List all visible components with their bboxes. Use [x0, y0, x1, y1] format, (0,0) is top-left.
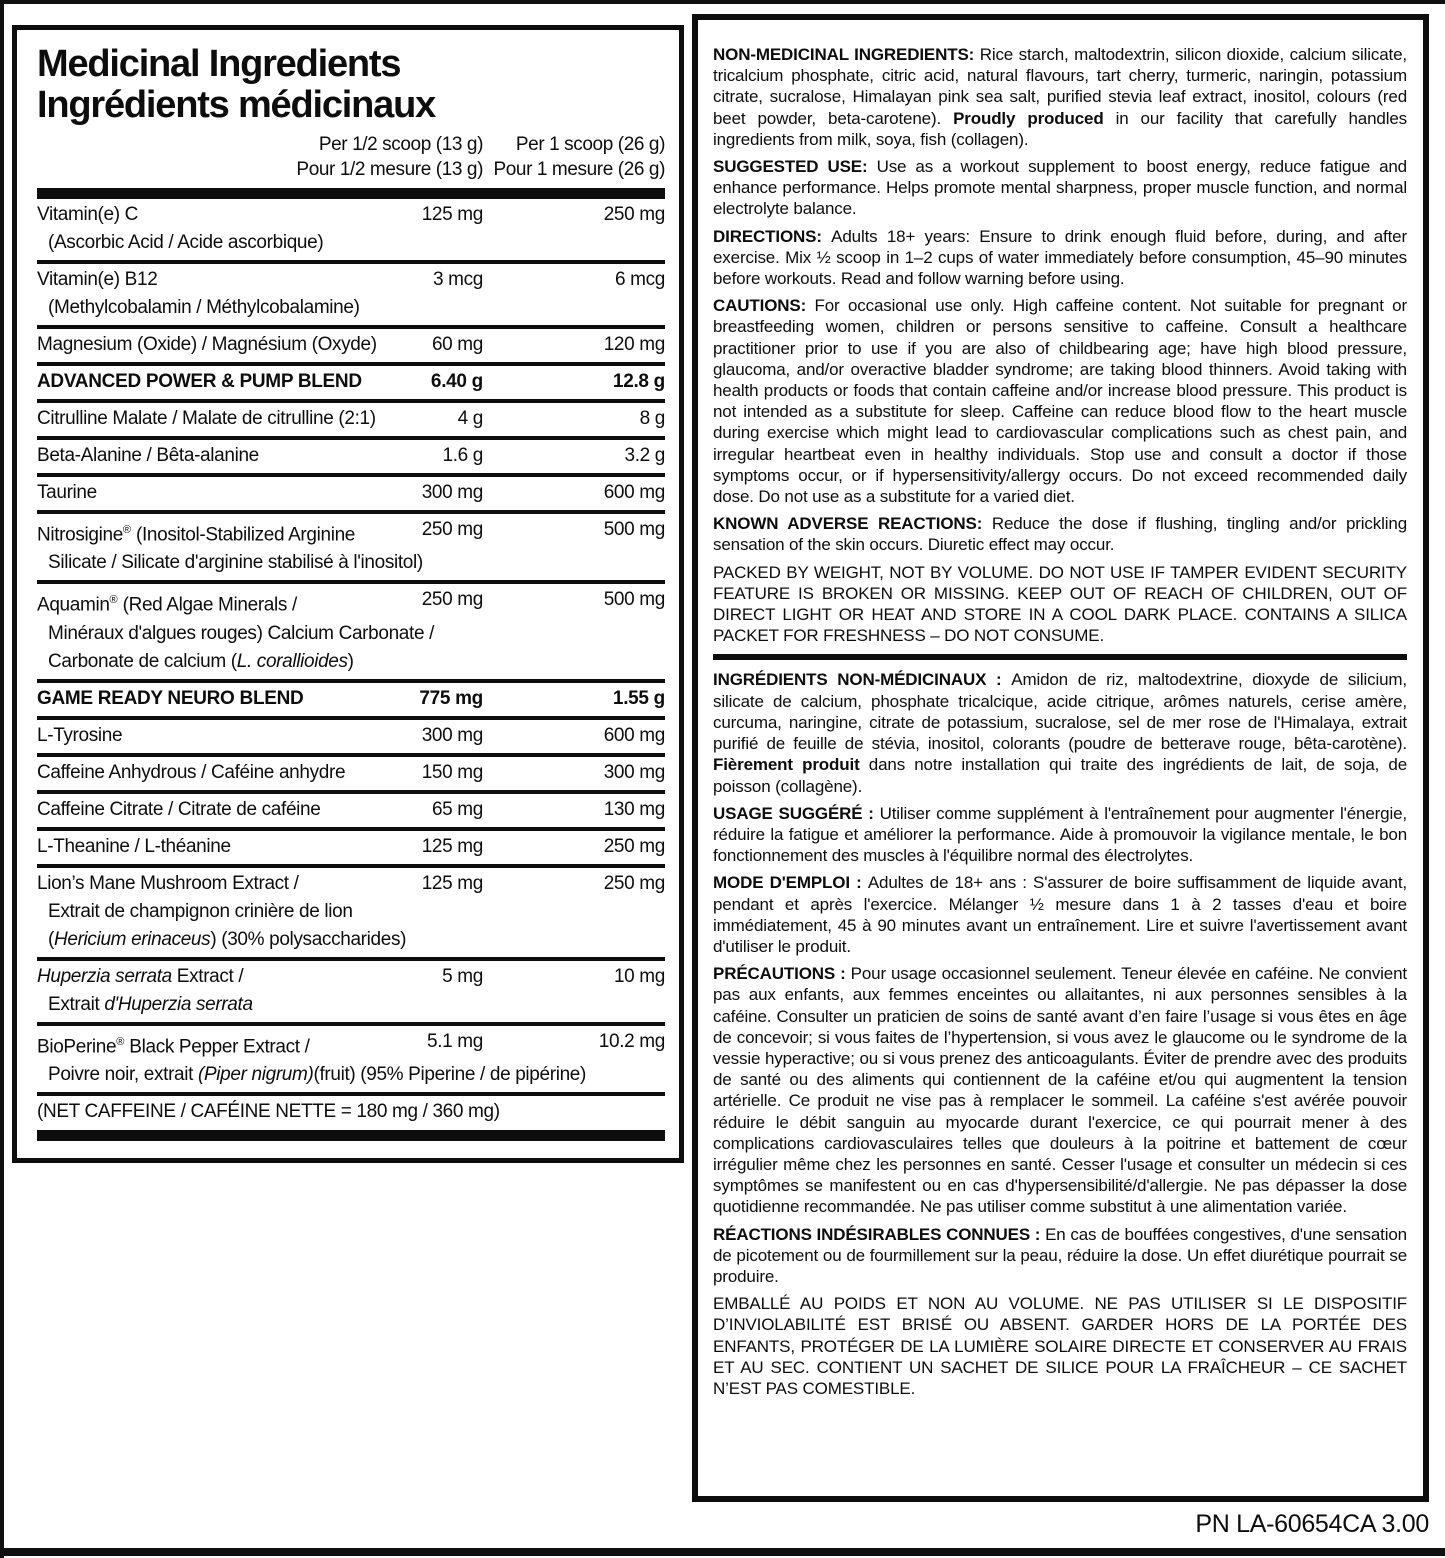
amount-per-full-scoop: 1.55 g [612, 687, 665, 709]
amount-per-half-scoop: 65 mg [431, 798, 483, 820]
paragraph-suggested-use-fr: USAGE SUGGÉRÉ : Utiliser comme supplément à l'entraînement pour augmenter l'énergie, réduire la fatigue et améliorer la performance. Aide à promouvoir la vigilance mentale, le bon fonctionnement des muscles à l'équilibre normal des électrolytes. [713, 803, 1407, 866]
ingredient-name: Beta-Alanine / Bêta-alanine [37, 445, 259, 466]
paragraph-cautions-en: CAUTIONS: For occasional use only. High caffeine content. Not suitable for pregnant or breastfeeding women, children or persons sensitive to caffeine. Consult a healthcare practitioner prior to use if you are also of childbearing age; have high blood pressure, glaucoma, and/or overactive bladder syndrome; are taking blood thinners. Avoid taking with health products or foods that contain caffeine and/or increase blood pressure. This product is not intended as a substitute for sleep. Caffeine can reduce blood flow to the heart muscle during exercise which might lead to cardiovascular complications such as chest pain, and irregular heartbeat even in healthy individuals. Stop use and consult a doctor if those symptoms occur, or if hypersensitivity/allergy occurs. Do not exceed recommended daily dose. Do not use as a substitute for a varied diet. [713, 296, 1407, 507]
amount-per-half-scoop: 300 mg [421, 724, 483, 746]
amount-per-full-scoop: 6 mcg [615, 269, 665, 290]
ingredient-row [37, 440, 665, 477]
column-header-half-scoop: Per 1/2 scoop (13 g) Pour 1/2 mesure (13 g) [296, 134, 483, 180]
ingredient-subline: (Methylcobalamin / Méthylcobalamine) [48, 297, 360, 318]
amount-per-full-scoop: 10 mg [613, 965, 665, 987]
ingredient-name: Caffeine Anhydrous / Caféine anhydre [37, 761, 346, 783]
amount-per-half-scoop: 125 mg [421, 872, 483, 894]
ingredient-name: Magnesium (Oxide) / Magnésium (Oxyde) [37, 334, 377, 355]
ingredients-table-body [37, 199, 665, 1129]
ingredient-subline: Minéraux d'algues rouges) Calcium Carbonate / [48, 622, 435, 644]
column-headers [37, 132, 665, 182]
blend-header-row [37, 366, 665, 403]
amount-per-full-scoop: 250 mg [603, 872, 665, 894]
ingredient-name: GAME READY NEURO BLEND [37, 687, 304, 709]
ingredient-row [37, 868, 665, 961]
ingredient-row [37, 720, 665, 757]
amount-per-full-scoop: 12.8 g [612, 371, 665, 392]
amount-per-full-scoop: 250 mg [603, 204, 665, 225]
amount-per-half-scoop: 125 mg [421, 835, 483, 857]
panel-title-fr: Ingrédients médicinaux [37, 84, 436, 126]
ingredient-row [37, 199, 665, 264]
ingredient-name: BioPerine® Black Pepper Extract / [37, 1035, 310, 1057]
amount-per-half-scoop: 5.1 mg [427, 1030, 483, 1052]
amount-per-full-scoop: 500 mg [603, 519, 665, 540]
ingredient-row [37, 1026, 665, 1096]
amount-per-half-scoop: 300 mg [421, 482, 483, 503]
amount-per-full-scoop: 500 mg [603, 589, 665, 611]
ingredient-row [37, 961, 665, 1026]
paragraph-adverse-reactions-fr: RÉACTIONS INDÉSIRABLES CONNUES : En cas de bouffées congestives, d'une sensation de picotement ou de fourmillement sur la peau, réduire la dose. Un effet diurétique pourrait se produire. [713, 1224, 1407, 1286]
label-outer-frame-bottom [0, 1548, 1445, 1556]
amount-per-half-scoop: 1.6 g [442, 445, 483, 466]
language-section-divider [713, 654, 1407, 660]
amount-per-half-scoop: 150 mg [421, 761, 483, 783]
ingredient-subline: Extrait de champignon crinière de lion [48, 900, 353, 922]
amount-per-half-scoop: 775 mg [419, 687, 483, 709]
net-caffeine-row [37, 1096, 665, 1129]
ingredient-row [37, 264, 665, 329]
amount-per-half-scoop: 6.40 g [430, 371, 483, 392]
amount-per-full-scoop: 300 mg [603, 761, 665, 783]
ingredient-name: Nitrosigine® (Inositol-Stabilized Arginine [37, 524, 356, 546]
panel-title-en: Medicinal Ingredients [37, 43, 401, 85]
amount-per-full-scoop: 3.2 g [624, 445, 665, 466]
ingredient-row [37, 584, 665, 682]
amount-per-half-scoop: 3 mcg [433, 269, 483, 290]
table-bottom-bar [37, 1130, 665, 1141]
amount-per-full-scoop: 250 mg [603, 835, 665, 857]
ingredient-row [37, 329, 665, 366]
ingredient-name: Huperzia serrata Extract / [37, 965, 244, 987]
ingredient-name: ADVANCED POWER & PUMP BLEND [37, 371, 362, 392]
amount-per-half-scoop: 250 mg [421, 519, 483, 540]
amount-per-full-scoop: 10.2 mg [598, 1030, 665, 1052]
panel-title [37, 44, 665, 126]
ingredient-name: Lion’s Mane Mushroom Extract / [37, 872, 299, 894]
paragraph-non-medicinal-en: NON-MEDICINAL INGREDIENTS: Rice starch, maltodextrin, silicon dioxide, calcium silicate, tricalcium phosphate, citric acid, natural flavours, tart cherry, turmeric, naringin, potassium citrate, sucralose, Himalayan pink sea salt, purified stevia leaf extract, inositol, colours (red beet powder, beta-carotene). Proudly produced in our facility that carefully handles ingredients from milk, soya, fish (collagen). [713, 45, 1407, 149]
amount-per-full-scoop: 130 mg [603, 798, 665, 820]
paragraph-cautions-fr: PRÉCAUTIONS : Pour usage occasionnel seulement. Teneur élevée en caféine. Ne convient pas aux enfants, aux femmes enceintes ou allaitantes, ni aux personnes sensibles à la caféine. Consulter un praticien de soins de santé avant d’en faire l’usage si vous êtes en âge de concevoir; si vous faites de l’hypertension, si vous avez le glaucome ou le syndrome de la vessie hyperactive; ou si vous prenez des anticoagulants. Éviter de prendre avec des produits de santé ou des aliments qui contiennent de la caféine et/ou qui augmentent la tension artérielle. Ce produit ne vise pas à remplacer le sommeil. La caféine s'est avérée pouvoir réduire le débit sanguin au myocarde durant l'exercice, ce qui pourrait mener à des complications cardiovasculaires telles que douleurs à la poitrine et battement de cœur irrégulier même chez les personnes en santé. Cesser l'usage et consulter un médecin si ces symptômes se manifestent ou en cas d'hypersensibilité/d'allergie. Ne pas dépasser la dose quotidienne recommandée. Ne pas utiliser comme substitut à une alimentation variée. [713, 964, 1407, 1217]
ingredient-name: (NET CAFFEINE / CAFÉINE NETTE = 180 mg / 360 mg) [37, 1100, 500, 1122]
amount-per-full-scoop: 600 mg [603, 724, 665, 746]
ingredient-row [37, 403, 665, 440]
ingredient-subline: Poivre noir, extrait (Piper nigrum)(fruit) (95% Piperine / de pipérine) [48, 1063, 586, 1085]
amount-per-half-scoop: 125 mg [421, 204, 483, 225]
ingredient-name: Taurine [37, 482, 97, 503]
blend-header-row [37, 683, 665, 720]
ingredient-subline: Extrait d'Huperzia serrata [48, 993, 253, 1015]
ingredient-name: Aquamin® (Red Algae Minerals / [37, 594, 297, 616]
ingredient-row [37, 757, 665, 794]
paragraph-storage-en: PACKED BY WEIGHT, NOT BY VOLUME. DO NOT USE IF TAMPER EVIDENT SECURITY FEATURE IS BROKEN OR MISSING. KEEP OUT OF REACH OF CHILDREN, OUT OF DIRECT LIGHT OR HEAT AND STORE IN A COOL DARK PLACE. CONTAINS A SILICA PACKET FOR FRESHNESS – DO NOT CONSUME. [713, 562, 1407, 646]
paragraph-non-medicinal-fr: INGRÉDIENTS NON-MÉDICINAUX : Amidon de riz, maltodextrine, dioxyde de silicium, silicate de calcium, phosphate tricalcique, acide citrique, arômes naturels, cerise amère, curcuma, naringine, citrate de potassium, sucralose, sel de mer rose de l'Himalaya, extrait purifié de feuille de stévia, inositol, colorants (poudre de betterave rouge, bêta-carotène). Fièrement produit dans notre installation qui traite des ingrédients de lait, de soja, de poisson (collagène). [713, 670, 1407, 796]
ingredient-subline: (Ascorbic Acid / Acide ascorbique) [48, 232, 324, 253]
ingredient-name: L-Tyrosine [37, 724, 123, 746]
ingredient-name: Vitamin(e) C [37, 204, 139, 225]
amount-per-full-scoop: 600 mg [603, 482, 665, 503]
ingredient-subline: (Hericium erinaceus) (30% polysaccharides) [48, 928, 407, 950]
ingredient-name: L-Theanine / L-théanine [37, 835, 231, 857]
table-top-bar [37, 188, 665, 199]
ingredient-row [37, 794, 665, 831]
info-panel [692, 14, 1429, 1502]
paragraph-adverse-reactions-en: KNOWN ADVERSE REACTIONS: Reduce the dose if flushing, tingling and/or prickling sensation of the skin occurs. Diuretic effect may occur. [713, 514, 1407, 555]
column-header-full-scoop: Per 1 scoop (26 g) Pour 1 mesure (26 g) [493, 134, 665, 180]
ingredient-subline: Silicate / Silicate d'arginine stabilisé à l'inositol) [48, 552, 423, 574]
paragraph-suggested-use-en: SUGGESTED USE: Use as a workout supplement to boost energy, reduce fatigue and enhance performance. Helps promote mental sharpness, proper muscle function, and normal electrolyte balance. [713, 157, 1407, 219]
amount-per-full-scoop: 120 mg [603, 334, 665, 355]
ingredient-row [37, 477, 665, 514]
amount-per-half-scoop: 5 mg [442, 965, 483, 987]
paragraph-directions-fr: MODE D'EMPLOI : Adultes de 18+ ans : S'assurer de boire suffisamment de liquide avant, pendant et après l'exercice. Mélanger ½ mesure dans 1 à 2 tasses d'eau et boire immédiatement, 45 à 90 minutes avant un entraînement. Lire et suivre l'avertissement avant d'utiliser le produit. [713, 873, 1407, 956]
amount-per-full-scoop: 8 g [639, 408, 665, 429]
ingredient-name: Caffeine Citrate / Citrate de caféine [37, 798, 321, 820]
medicinal-ingredients-panel [12, 25, 684, 1163]
paragraph-directions-en: DIRECTIONS: Adults 18+ years: Ensure to drink enough fluid before, during, and after exercise. Mix ½ scoop in 1–2 cups of water immediately before consumption, 45–90 minutes before workouts. Read and follow warning before using. [713, 226, 1407, 289]
ingredient-row [37, 514, 665, 584]
paragraph-storage-fr: EMBALLÉ AU POIDS ET NON AU VOLUME. NE PAS UTILISER SI LE DISPOSITIF D’INVIOLABILITÉ EST BRISÉ OU ABSENT. GARDER HORS DE LA PORTÉE DES ENFANTS, PROTÉGER DE LA LUMIÈRE SOLAIRE DIRECTE ET CONSERVER AU FRAIS ET AU SEC. CONTIENT UN SACHET DE SILICE POUR LA FRAÎCHEUR – CE SACHET N’EST PAS COMESTIBLE. [713, 1294, 1407, 1398]
amount-per-half-scoop: 250 mg [421, 589, 483, 611]
amount-per-half-scoop: 60 mg [431, 334, 483, 355]
amount-per-half-scoop: 4 g [457, 408, 483, 429]
ingredient-subline: Carbonate de calcium (L. corallioides) [48, 650, 354, 672]
ingredient-name: Citrulline Malate / Malate de citrulline (2:1) [37, 408, 376, 429]
ingredient-name: Vitamin(e) B12 [37, 269, 158, 290]
ingredient-row [37, 831, 665, 868]
part-number: PN LA-60654CA 3.00 [1195, 1510, 1429, 1538]
